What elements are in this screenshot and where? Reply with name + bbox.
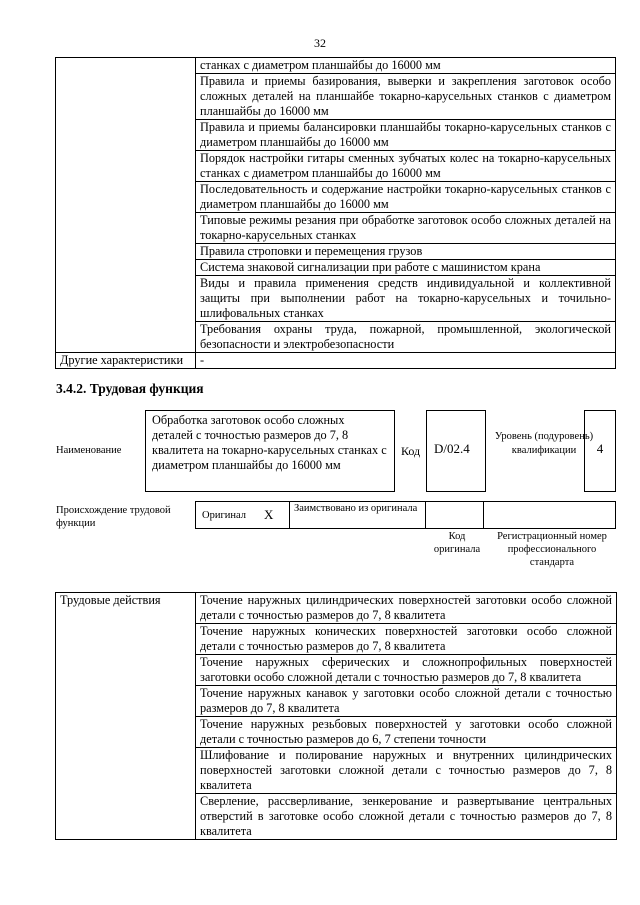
other-characteristics-value: -: [196, 353, 616, 369]
borrowed-label: Заимствовано из оригинала: [294, 503, 418, 514]
table-cell: Точение наружных сферических и сложнопрофильных поверхностей заготовки особо сложной детали с точностью размеров до 7, 8 квалитета: [196, 655, 617, 686]
reg-number-label: Регистрационный номер профессионального стандарта: [497, 531, 607, 568]
table-label-cell: [56, 58, 196, 353]
qualification-level-box: 4: [584, 410, 616, 492]
table-cell: Порядок настройки гитары сменных зубчатых колес на токарно-карусельных станках с диаметром планшайбы до 16000 мм: [196, 151, 616, 182]
other-characteristics-label: Другие характеристики: [56, 353, 196, 369]
original-cell: [196, 502, 290, 528]
qualification-level-label: Уровень (подуровень) квалификации: [494, 431, 594, 456]
name-label: Наименование: [56, 445, 122, 456]
labor-actions-table: [55, 592, 617, 840]
section-title: 3.4.2. Трудовая функция: [56, 381, 204, 396]
table-cell: Точение наружных резьбовых поверхностей у заготовки особо сложной детали с точностью размеров до 6, 7 степени точности: [196, 717, 617, 748]
table-cell: Точение наружных цилиндрических поверхностей заготовки особо сложной детали с точностью размеров до 7, 8 квалитета: [196, 593, 617, 624]
table-cell: Система знаковой сигнализации при работе с машинистом крана: [196, 260, 616, 276]
table-cell: Типовые режимы резания при обработке заготовок особо сложных деталей на токарно-карусельных станках: [196, 213, 616, 244]
table-cell: Правила и приемы балансировки планшайбы токарно-карусельных станков с диаметром планшайбы до 16000 мм: [196, 120, 616, 151]
page-number: 32: [314, 36, 326, 50]
original-mark: X: [264, 507, 274, 522]
code-label: Код: [401, 444, 421, 458]
reg-number-cell: [484, 502, 615, 528]
table-row: [56, 593, 617, 624]
table-row: [56, 353, 616, 369]
borrowed-cell: [290, 502, 426, 528]
table-cell: Виды и правила применения средств индивидуальной и коллективной защиты при выполнении работ на токарно-карусельных и точильно-шлифовальных станках: [196, 276, 616, 322]
table-cell: Требования охраны труда, пожарной, промышленной, экологической безопасности и электробезопасности: [196, 322, 616, 353]
code-original-label: Код оригинала: [433, 531, 481, 555]
function-name-box: Обработка заготовок особо сложных деталей с точностью размеров до 7, 8 квалитета на токарно-карусельных станках с диаметром планшайбы до 16000 мм: [145, 410, 395, 492]
table-cell: Сверление, рассверливание, зенкерование и развертывание центральных отверстий в заготовке особо сложной детали с точностью размеров до 7, 8 квалитета: [196, 794, 617, 840]
original-label: Оригинал: [202, 510, 246, 521]
table-cell: Точение наружных конических поверхностей заготовки особо сложной детали с точностью размеров до 7, 8 квалитета: [196, 624, 617, 655]
labor-actions-label: Трудовые действия: [56, 593, 196, 840]
table-cell: Правила и приемы базирования, выверки и закрепления заготовок особо сложных деталей на планшайбе токарно-карусельных станков с диаметром планшайбы до 16000 мм: [196, 74, 616, 120]
table-cell: Последовательность и содержание настройки токарно-карусельных станков с диаметром планшайбы до 16000 мм: [196, 182, 616, 213]
origin-label: Происхождение трудовой функции: [56, 505, 171, 529]
knowledge-table: [55, 57, 616, 369]
original-code-cell: [426, 502, 484, 528]
code-box: D/02.4: [426, 410, 486, 492]
table-cell: станках с диаметром планшайбы до 16000 мм: [196, 58, 616, 74]
table-cell: Шлифование и полирование наружных и внутренних цилиндрических поверхностей заготовки сложной детали с точностью размеров до 7, 8 квалитета: [196, 748, 617, 794]
table-cell: Точение наружных канавок у заготовки особо сложной детали с точностью размеров до 7, 8 квалитета: [196, 686, 617, 717]
origin-row: [195, 501, 616, 529]
table-row: [56, 58, 616, 74]
table-cell: Правила строповки и перемещения грузов: [196, 244, 616, 260]
